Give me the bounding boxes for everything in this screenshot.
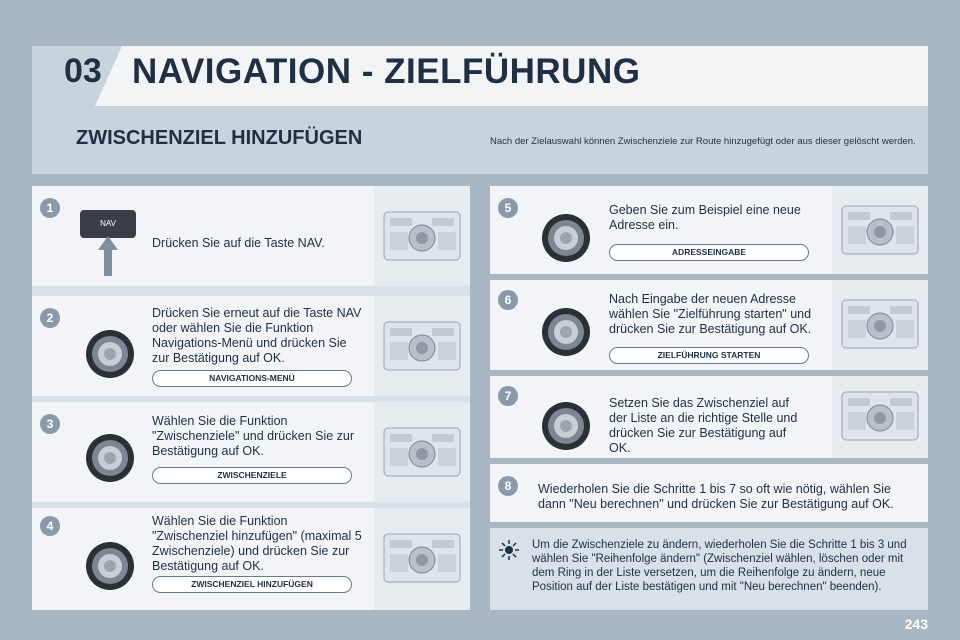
console-image [374,508,470,610]
step-number-2: 2 [40,308,60,328]
chapter-number: 03 [64,52,102,90]
section-title: ZWISCHENZIEL HINZUFÜGEN [76,127,363,149]
step-text-1: Drücken Sie auf die Taste NAV. [152,236,325,250]
console-image [832,280,928,370]
step-number-4: 4 [40,516,60,536]
tip-sun-icon [499,540,519,560]
page-number: 243 [904,616,928,632]
console-image [374,186,470,286]
step-number-5: 5 [498,198,518,218]
step-text-3: Wählen Sie die Funktion "Zwischenziele" und drücken Sie zur Bestätigung auf OK. [152,414,355,458]
ok-knob-icon [540,212,592,264]
console-icon [382,316,462,376]
step-text-6: Nach Eingabe der neuen Adresse wählen Sie "Zielführung starten" und drücken Sie zur Bestätigung auf OK. [609,292,812,336]
menu-label-pill: ADRESSEINGABE [609,244,809,261]
console-image [832,186,928,274]
ok-knob-icon [84,328,136,380]
menu-label-pill: ZIELFÜHRUNG STARTEN [609,347,809,364]
tip-text: Um die Zwischenziele zu ändern, wiederholen Sie die Schritte 1 bis 3 und wählen Sie "Reihenfolge ändern" (Zwischenziel wählen, löschen oder mit dem Ring in der Liste versetzen, um die Reihenfolge zu ändern, neue Position auf der Liste bestätigen und mit "Neu berechnen" beenden). [532,539,907,593]
step-number-6: 6 [498,290,518,310]
step-number-1: 1 [40,198,60,218]
console-icon [840,386,920,446]
ok-knob-icon [84,432,136,484]
step-number-3: 3 [40,414,60,434]
menu-label-pill: NAVIGATIONS-MENÜ [152,370,352,387]
ok-knob-icon [540,306,592,358]
console-icon [382,206,462,266]
step-text-7: Setzen Sie das Zwischenziel auf der Liste an die richtige Stelle und drücken Sie zur Bestätigung auf OK. [609,396,798,455]
step-text-4: Wählen Sie die Funktion "Zwischenziel hinzufügen" (maximal 5 Zwischenziele) und drücken Sie zur Bestätigung auf OK. [152,514,362,573]
nav-button-icon: NAV [80,210,136,238]
menu-label-pill: ZWISCHENZIELE [152,467,352,484]
console-icon [840,294,920,354]
console-image [374,296,470,396]
step-number-7: 7 [498,386,518,406]
ok-knob-icon [540,400,592,452]
console-icon [382,422,462,482]
section-intro: Nach der Zielauswahl können Zwischenziele zur Route hinzugefügt oder aus dieser gelöscht werden. [490,136,916,147]
step-text-8: Wiederholen Sie die Schritte 1 bis 7 so oft wie nötig, wählen Sie dann "Neu berechnen" und drücken Sie zur Bestätigung auf OK. [538,482,894,511]
step-text-2: Drücken Sie erneut auf die Taste NAV oder wählen Sie die Funktion Navigations-Menü und drücken Sie zur Bestätigung auf OK. [152,306,362,365]
arrow-up-icon [98,236,118,276]
console-image [374,402,470,502]
page-title: NAVIGATION - ZIELFÜHRUNG [132,52,641,91]
step-number-8: 8 [498,476,518,496]
ok-knob-icon [84,540,136,592]
console-icon [840,200,920,260]
menu-label-pill: ZWISCHENZIEL HINZUFÜGEN [152,576,352,593]
console-image [832,376,928,458]
step-text-5: Geben Sie zum Beispiel eine neue Adresse ein. [609,203,801,232]
console-icon [382,528,462,588]
